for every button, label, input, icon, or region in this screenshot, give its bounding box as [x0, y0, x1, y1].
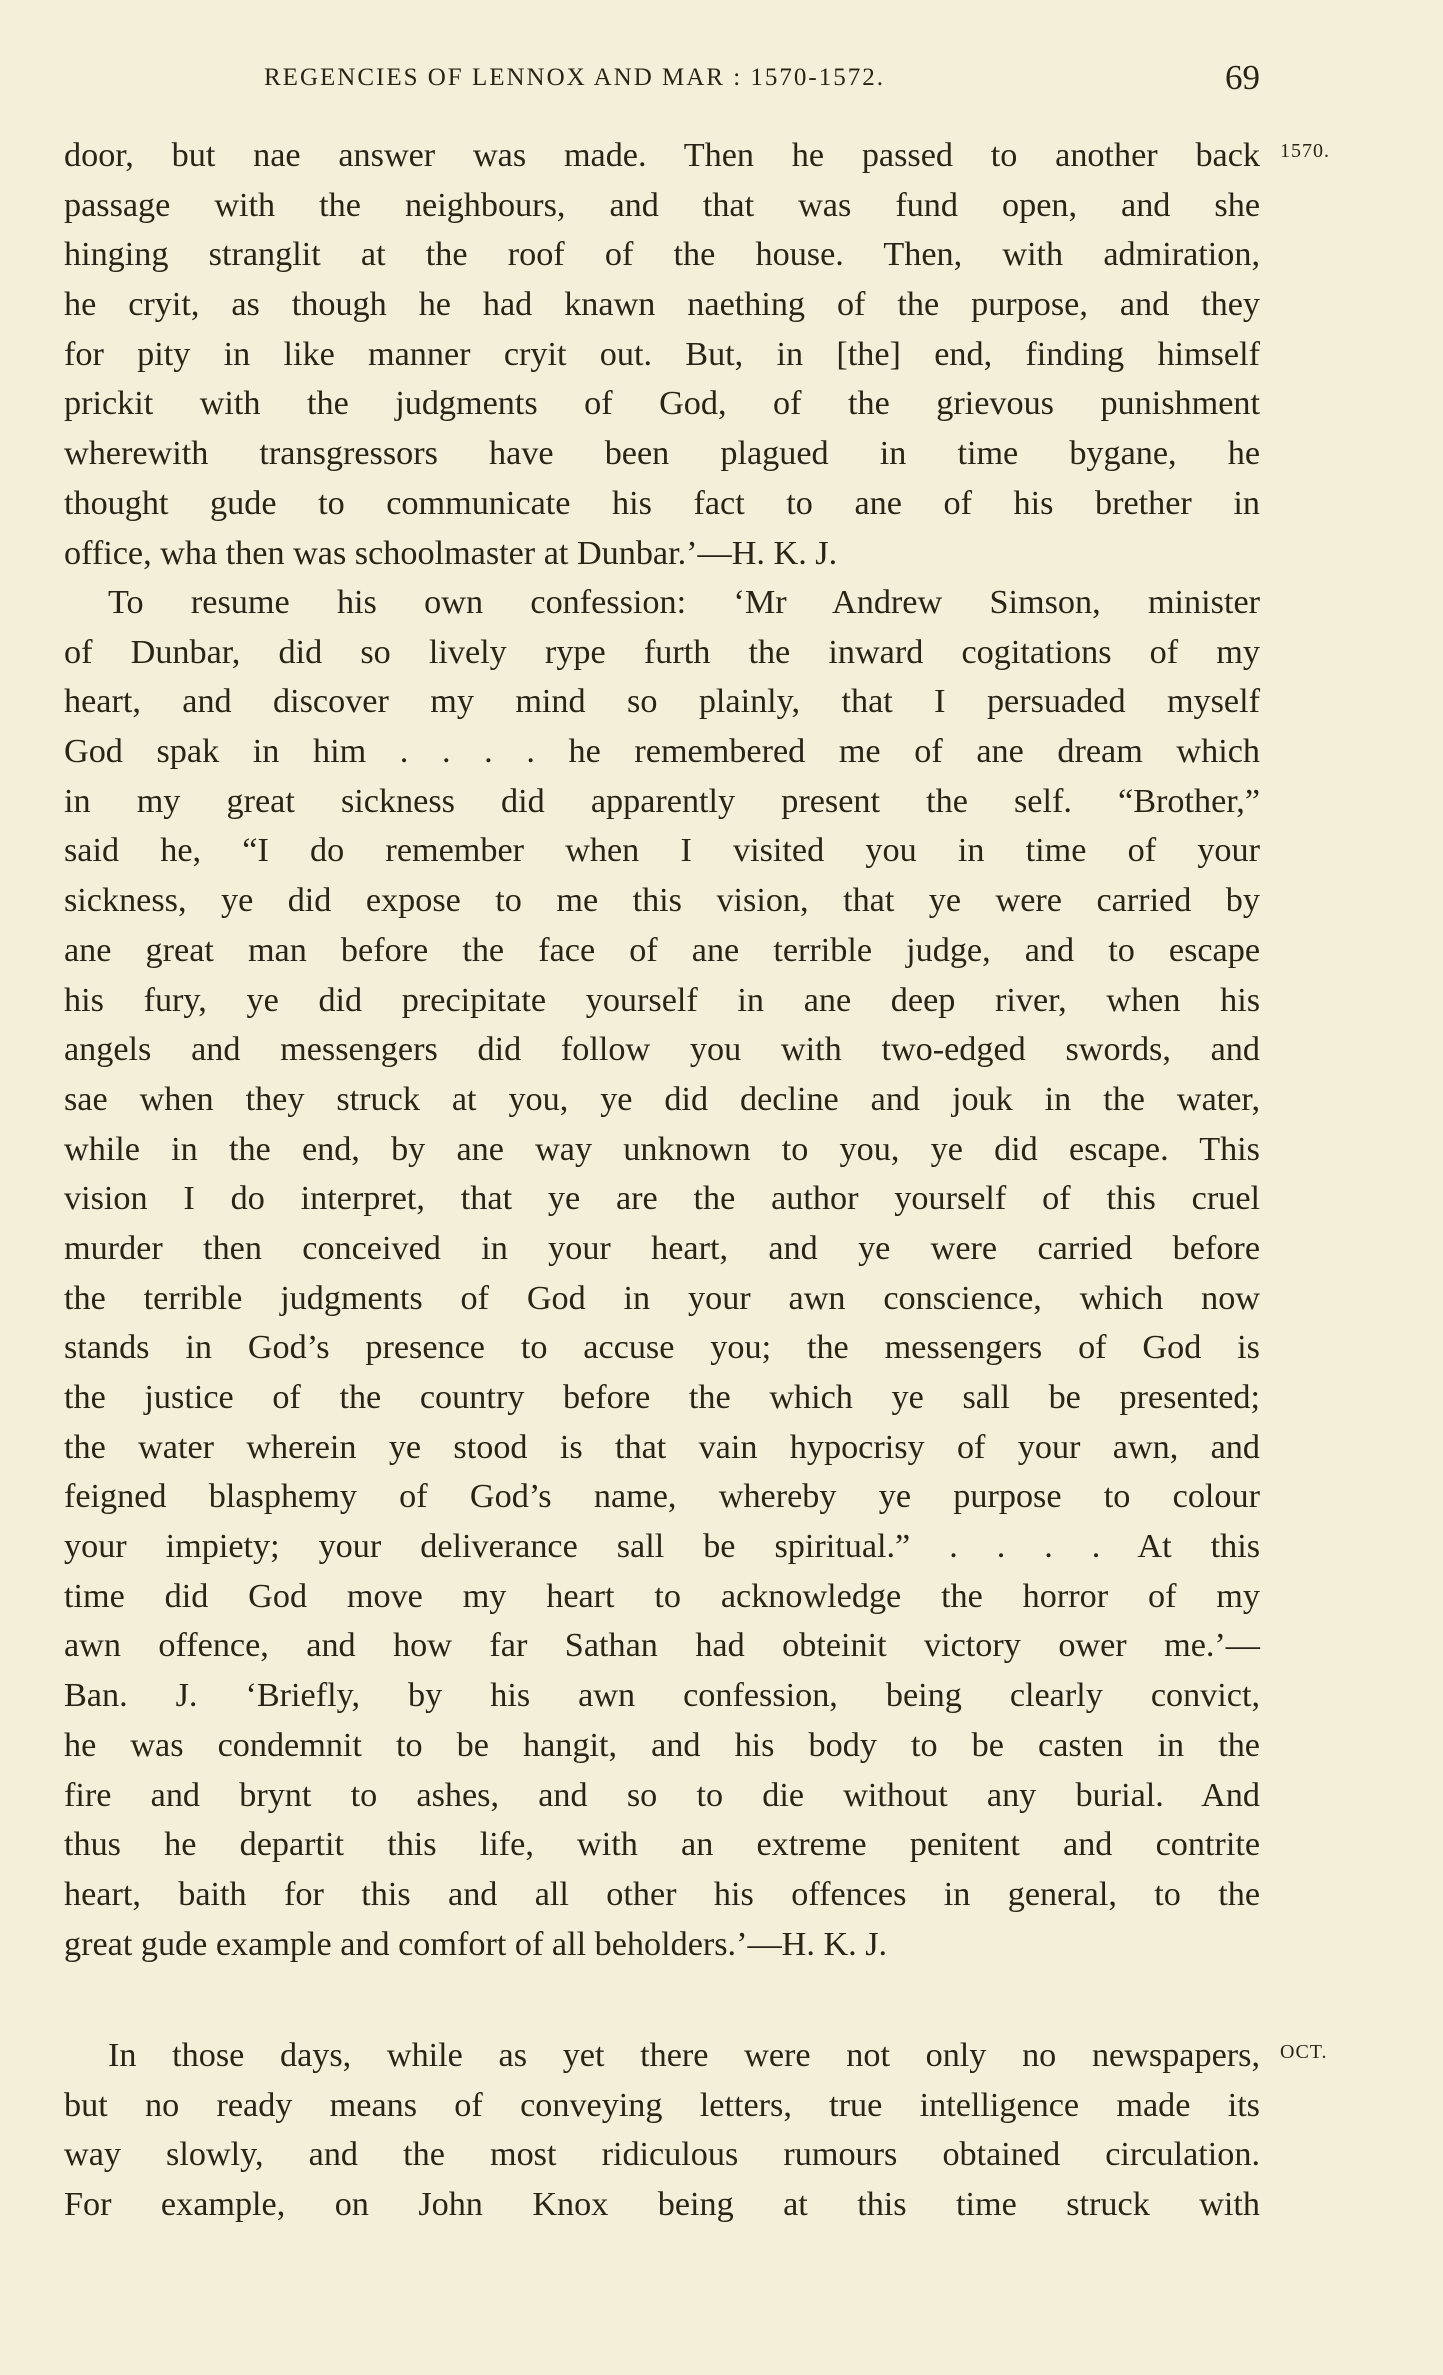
text-line: thought gude to communicate his fact to ane of his brether in	[64, 484, 1260, 522]
text-line: ane great man before the face of ane terrible judge, and to escape	[64, 931, 1260, 969]
margin-note-year: 1570.	[1280, 140, 1330, 162]
text-line: awn offence, and how far Sathan had obteinit victory ower me.’—	[64, 1627, 1260, 1665]
text-line: passage with the neighbours, and that was fund open, and she	[64, 186, 1260, 224]
text-line: in my great sickness did apparently present the self. “Brother,”	[64, 782, 1260, 820]
text-line: way slowly, and the most ridiculous rumours obtained circulation.	[64, 2136, 1260, 2174]
text-line: time did God move my heart to acknowledge the horror of my	[64, 1577, 1260, 1615]
text-line: stands in God’s presence to accuse you; the messengers of God is	[64, 1329, 1260, 1367]
text-line: door, but nae answer was made. Then he passed to another back	[64, 137, 1260, 174]
text-line: he was condemnit to be hangit, and his body to be casten in the	[64, 1726, 1260, 1764]
text-line: Ban. J. ‘Briefly, by his awn confession, being clearly convict,	[64, 1677, 1260, 1715]
text-line: feigned blasphemy of God’s name, whereby ye purpose to colour	[64, 1478, 1260, 1516]
text-line: sickness, ye did expose to me this vision, that ye were carried by	[64, 882, 1260, 920]
text-line: his fury, ye did precipitate yourself in ane deep river, when his	[64, 981, 1260, 1019]
text-line: but no ready means of conveying letters, true intelligence made its	[64, 2086, 1260, 2124]
text-line: while in the end, by ane way unknown to you, ye did escape. This	[64, 1130, 1260, 1168]
text-line: said he, “I do remember when I visited you in time of your	[64, 832, 1260, 870]
text-line: great gude example and comfort of all beholders.’—H. K. J.	[64, 1925, 888, 1963]
text-line: heart, baith for this and all other his offences in general, to the	[64, 1875, 1260, 1913]
running-title: REGENCIES OF LENNOX AND MAR : 1570-1572.	[264, 64, 885, 91]
margin-note-month: OCT.	[1280, 2041, 1328, 2063]
text-line: To resume his own confession: ‘Mr Andrew Simson, minister	[108, 584, 1260, 621]
text-line: angels and messengers did follow you with two-edged swords, and	[64, 1031, 1260, 1069]
paragraph-1	[64, 131, 1260, 578]
text-line: For example, on John Knox being at this time struck with	[64, 2186, 1260, 2224]
text-line: prickit with the judgments of God, of the grievous punishment	[64, 385, 1260, 423]
text-line: In those days, while as yet there were not only no newspapers,	[108, 2037, 1260, 2074]
text-line: of Dunbar, did so lively rype furth the inward cogitations of my	[64, 633, 1260, 671]
text-line: for pity in like manner cryit out. But, in [the] end, finding himself	[64, 335, 1260, 373]
text-line: hinging stranglit at the roof of the house. Then, with admiration,	[64, 236, 1260, 274]
text-line: wherewith transgressors have been plagued in time bygane, he	[64, 435, 1260, 473]
text-line: the justice of the country before the which ye sall be presented;	[64, 1379, 1260, 1416]
running-head	[64, 58, 1260, 102]
text-line: vision I do interpret, that ye are the author yourself of this cruel	[64, 1180, 1260, 1218]
text-line: thus he departit this life, with an extreme penitent and contrite	[64, 1826, 1260, 1864]
text-line: he cryit, as though he had knawn naething of the purpose, and they	[64, 286, 1260, 324]
text-line: God spak in him . . . . he remembered me of ane dream which	[64, 733, 1260, 771]
paragraph-2	[64, 578, 1260, 1969]
text-line: office, wha then was schoolmaster at Dunbar.’—H. K. J.	[64, 534, 838, 572]
text-line: your impiety; your deliverance sall be spiritual.” . . . . At this	[64, 1528, 1260, 1566]
text-line: sae when they struck at you, ye did decline and jouk in the water,	[64, 1080, 1260, 1118]
text-line: the water wherein ye stood is that vain hypocrisy of your awn, and	[64, 1428, 1260, 1466]
page-number: 69	[1225, 58, 1260, 97]
text-line: heart, and discover my mind so plainly, that I persuaded myself	[64, 683, 1260, 721]
text-line: fire and brynt to ashes, and so to die without any burial. And	[64, 1776, 1260, 1814]
text-line: murder then conceived in your heart, and ye were carried before	[64, 1229, 1260, 1267]
text-line: the terrible judgments of God in your awn conscience, which now	[64, 1279, 1260, 1317]
paragraph-3	[64, 2031, 1260, 2230]
